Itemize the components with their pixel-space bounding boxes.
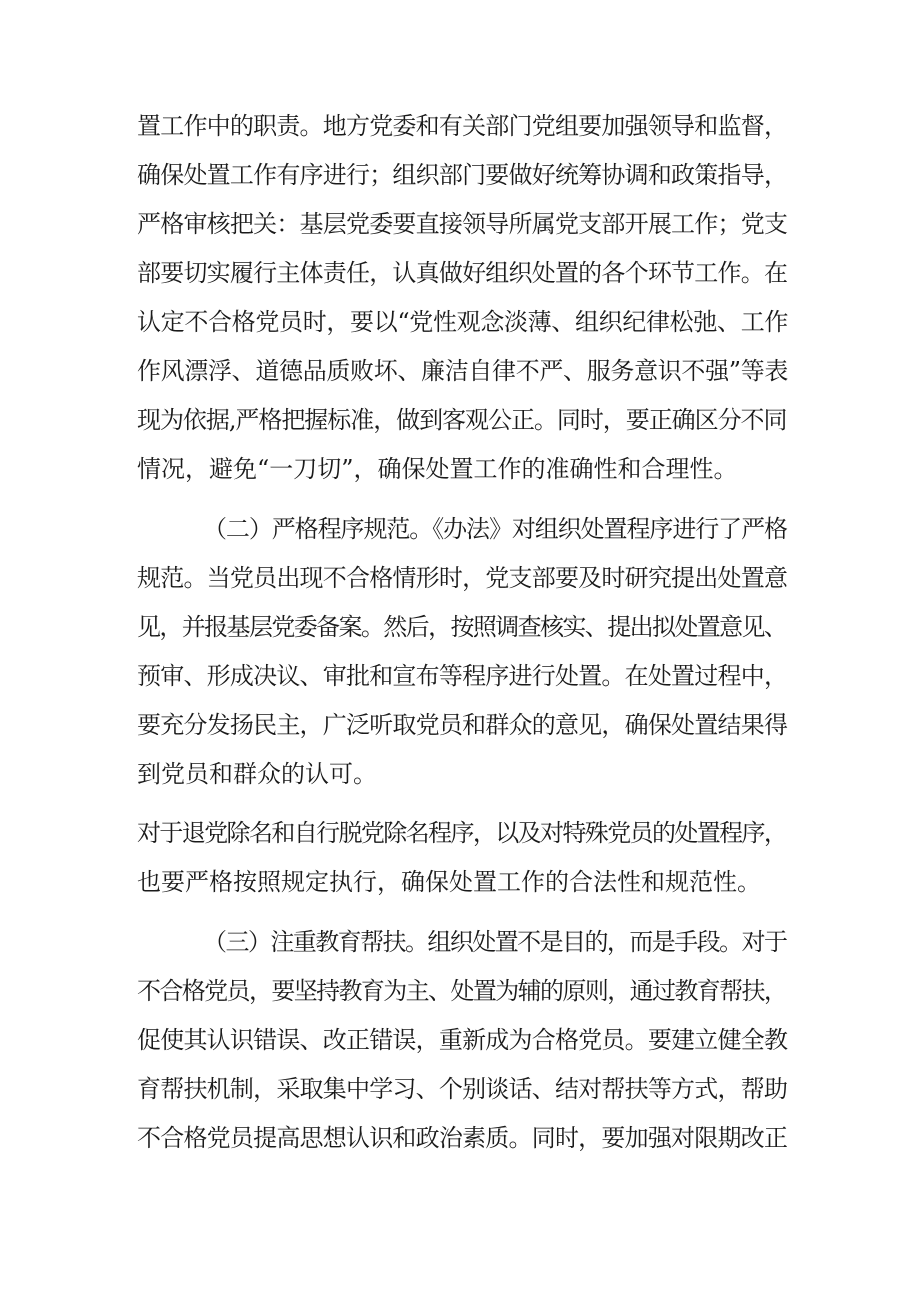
paragraph-2-line-6: 到党员和群众的认可。 [137, 760, 377, 788]
paragraph-4-line-1: （三）注重教育帮扶。组织处置不是目的，而是手段。对于 [203, 928, 787, 956]
paragraph-3-line-2: 也要严格按照规定执行，确保处置工作的合法性和规范性。 [137, 868, 761, 896]
paragraph-4-line-3: 促使其认识错误、改正错误，重新成为合格党员。要建立健全教 [137, 1026, 788, 1054]
paragraph-2-line-3: 见，并报基层党委备案。然后，按照调查核实、提出拟处置意见、 [137, 613, 787, 641]
paragraph-1-line-7: 现为依据,严格把握标准，做到客观公正。同时，要正确区分不同 [137, 406, 787, 434]
paragraph-1-line-8: 情况，避免“一刀切”，确保处置工作的准确性和合理性。 [137, 455, 738, 483]
paragraph-4-line-5: 不合格党员提高思想认识和政治素质。同时，要加强对限期改正 [137, 1124, 788, 1152]
paragraph-1-line-2: 确保处置工作有序进行；组织部门要做好统筹协调和政策指导， [137, 161, 788, 189]
paragraph-2-line-4: 预审、形成决议、审批和宣布等程序进行处置。在处置过程中， [137, 662, 788, 690]
paragraph-4-line-4: 育帮扶机制，采取集中学习、个别谈话、结对帮扶等方式，帮助 [137, 1075, 788, 1103]
paragraph-1-line-3: 严格审核把关：基层党委要直接领导所属党支部开展工作；党支 [137, 210, 788, 238]
paragraph-3-line-1: 对于退党除名和自行脱党除名程序，以及对特殊党员的处置程序， [137, 819, 787, 847]
paragraph-4-line-2: 不合格党员，要坚持教育为主、处置为辅的原则，通过教育帮扶， [137, 977, 787, 1005]
paragraph-2-line-5: 要充分发扬民主，广泛听取党员和群众的意见，确保处置结果得 [137, 711, 788, 739]
paragraph-1-line-4: 部要切实履行主体责任，认真做好组织处置的各个环节工作。在 [137, 259, 788, 287]
paragraph-1-line-6: 作风漂浮、道德品质败坏、廉洁自律不严、服务意识不强”等表 [137, 357, 789, 385]
paragraph-2-line-2: 规范。当党员出现不合格情形时，党支部要及时研究提出处置意 [137, 564, 788, 592]
paragraph-1-line-1: 置工作中的职责。地方党委和有关部门党组要加强领导和监督， [137, 112, 788, 140]
paragraph-1-line-5: 认定不合格党员时，要以“党性观念淡薄、组织纪律松弛、工作 [137, 308, 789, 336]
paragraph-2-line-1: （二）严格程序规范。《办法》对组织处置程序进行了严格 [203, 515, 787, 543]
